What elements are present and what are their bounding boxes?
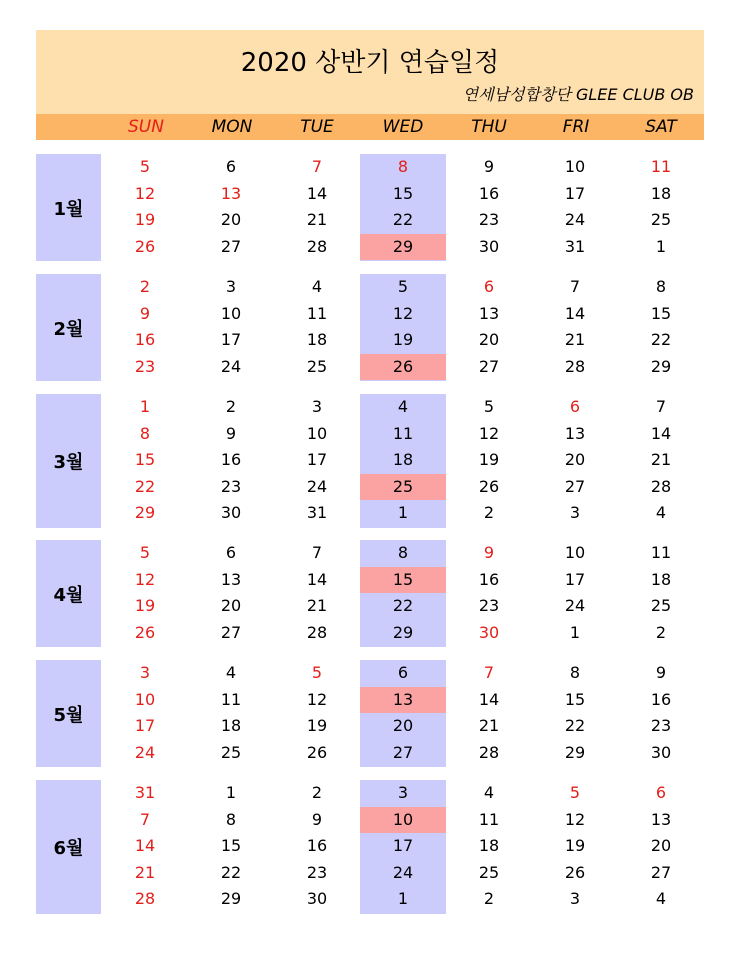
date-cell: 28 (564, 357, 586, 376)
date-cell: 18 (650, 184, 672, 203)
week-row (0, 327, 742, 353)
date-cell: 18 (220, 716, 242, 735)
date-cell: 9 (655, 663, 667, 682)
date-cell: 22 (392, 596, 414, 615)
date-cell: 21 (134, 863, 156, 882)
date-cell: 18 (650, 570, 672, 589)
date-cell: 1 (397, 503, 409, 522)
date-cell: 22 (392, 210, 414, 229)
date-cell: 21 (306, 210, 328, 229)
date-cell: 5 (139, 543, 151, 562)
week-row (0, 301, 742, 327)
date-cell: 11 (650, 157, 672, 176)
weekday-sun: SUN (128, 117, 164, 137)
weekday-thu: THU (471, 117, 507, 137)
date-cell: 23 (650, 716, 672, 735)
week-row (0, 860, 742, 886)
date-cell: 25 (478, 863, 500, 882)
date-cell: 17 (306, 450, 328, 469)
week-row (0, 713, 742, 739)
week-row (0, 833, 742, 859)
date-cell: 14 (650, 424, 672, 443)
date-cell: 17 (564, 570, 586, 589)
date-cell: 3 (569, 889, 581, 908)
date-cell: 3 (225, 277, 237, 296)
date-cell: 10 (134, 690, 156, 709)
date-cell: 20 (220, 596, 242, 615)
week-row (0, 620, 742, 646)
week-row (0, 447, 742, 473)
date-cell: 10 (564, 543, 586, 562)
date-cell: 25 (392, 477, 414, 496)
date-cell: 25 (220, 743, 242, 762)
date-cell: 9 (225, 424, 237, 443)
page-title: 2020 상반기 연습일정 (240, 48, 500, 78)
date-cell: 30 (650, 743, 672, 762)
month-block (0, 540, 742, 647)
date-cell: 3 (397, 783, 409, 802)
month-block (0, 154, 742, 261)
date-cell: 19 (392, 330, 414, 349)
date-cell: 2 (483, 889, 495, 908)
date-cell: 12 (564, 810, 586, 829)
week-row (0, 886, 742, 912)
date-cell: 23 (306, 863, 328, 882)
date-cell: 23 (478, 210, 500, 229)
date-cell: 26 (134, 237, 156, 256)
date-cell: 30 (220, 503, 242, 522)
date-cell: 23 (134, 357, 156, 376)
month-block (0, 274, 742, 381)
date-cell: 31 (134, 783, 156, 802)
week-row (0, 593, 742, 619)
date-cell: 21 (564, 330, 586, 349)
date-cell: 10 (392, 810, 414, 829)
date-cell: 18 (478, 836, 500, 855)
date-cell: 4 (311, 277, 323, 296)
month-block (0, 780, 742, 914)
date-cell: 29 (392, 623, 414, 642)
date-cell: 29 (134, 503, 156, 522)
date-cell: 28 (306, 623, 328, 642)
date-cell: 25 (650, 210, 672, 229)
weekday-sat: SAT (645, 117, 677, 137)
date-cell: 4 (655, 503, 667, 522)
date-cell: 11 (306, 304, 328, 323)
date-cell: 27 (220, 623, 242, 642)
date-cell: 16 (134, 330, 156, 349)
date-cell: 3 (311, 397, 323, 416)
date-cell: 1 (139, 397, 151, 416)
date-cell: 24 (134, 743, 156, 762)
date-cell: 29 (392, 237, 414, 256)
date-cell: 2 (483, 503, 495, 522)
date-cell: 2 (139, 277, 151, 296)
month-label: 2월 (36, 274, 101, 381)
date-cell: 24 (392, 863, 414, 882)
month-label: 1월 (36, 154, 101, 261)
date-cell: 12 (306, 690, 328, 709)
date-cell: 2 (311, 783, 323, 802)
date-cell: 26 (134, 623, 156, 642)
date-cell: 26 (478, 477, 500, 496)
date-cell: 18 (306, 330, 328, 349)
date-cell: 14 (134, 836, 156, 855)
date-cell: 9 (311, 810, 323, 829)
date-cell: 12 (134, 570, 156, 589)
date-cell: 26 (564, 863, 586, 882)
date-cell: 14 (306, 184, 328, 203)
date-cell: 16 (220, 450, 242, 469)
date-cell: 12 (392, 304, 414, 323)
date-cell: 24 (306, 477, 328, 496)
date-cell: 23 (478, 596, 500, 615)
weekday-tue: TUE (300, 117, 334, 137)
date-cell: 24 (564, 596, 586, 615)
month-label: 3월 (36, 394, 101, 528)
date-cell: 7 (569, 277, 581, 296)
date-cell: 4 (483, 783, 495, 802)
date-cell: 11 (392, 424, 414, 443)
date-cell: 22 (134, 477, 156, 496)
date-cell: 27 (564, 477, 586, 496)
date-cell: 31 (306, 503, 328, 522)
date-cell: 5 (139, 157, 151, 176)
date-cell: 15 (392, 570, 414, 589)
date-cell: 1 (225, 783, 237, 802)
date-cell: 11 (220, 690, 242, 709)
date-cell: 1 (655, 237, 667, 256)
calendar-header (36, 30, 704, 114)
date-cell: 15 (650, 304, 672, 323)
date-cell: 22 (220, 863, 242, 882)
week-row (0, 807, 742, 833)
date-cell: 7 (139, 810, 151, 829)
date-cell: 31 (564, 237, 586, 256)
date-cell: 15 (392, 184, 414, 203)
date-cell: 26 (392, 357, 414, 376)
date-cell: 19 (306, 716, 328, 735)
date-cell: 27 (478, 357, 500, 376)
date-cell: 24 (220, 357, 242, 376)
date-cell: 6 (225, 543, 237, 562)
weekday-mon: MON (211, 117, 253, 137)
date-cell: 13 (392, 690, 414, 709)
date-cell: 13 (650, 810, 672, 829)
date-cell: 21 (650, 450, 672, 469)
date-cell: 22 (650, 330, 672, 349)
week-row (0, 474, 742, 500)
date-cell: 4 (397, 397, 409, 416)
date-cell: 22 (564, 716, 586, 735)
date-cell: 3 (139, 663, 151, 682)
date-cell: 17 (564, 184, 586, 203)
date-cell: 17 (220, 330, 242, 349)
date-cell: 29 (220, 889, 242, 908)
date-cell: 11 (650, 543, 672, 562)
date-cell: 12 (478, 424, 500, 443)
date-cell: 15 (564, 690, 586, 709)
date-cell: 7 (311, 543, 323, 562)
date-cell: 26 (306, 743, 328, 762)
weekday-wed: WED (382, 117, 424, 137)
date-cell: 10 (564, 157, 586, 176)
week-row (0, 540, 742, 566)
date-cell: 20 (478, 330, 500, 349)
date-cell: 9 (483, 543, 495, 562)
week-row (0, 687, 742, 713)
date-cell: 13 (478, 304, 500, 323)
week-row (0, 567, 742, 593)
date-cell: 27 (220, 237, 242, 256)
date-cell: 7 (311, 157, 323, 176)
date-cell: 21 (306, 596, 328, 615)
date-cell: 6 (655, 783, 667, 802)
date-cell: 1 (569, 623, 581, 642)
week-row (0, 354, 742, 380)
date-cell: 20 (564, 450, 586, 469)
date-cell: 6 (225, 157, 237, 176)
date-cell: 20 (650, 836, 672, 855)
date-cell: 16 (478, 570, 500, 589)
date-cell: 16 (306, 836, 328, 855)
week-row (0, 234, 742, 260)
month-block (0, 394, 742, 528)
week-row (0, 421, 742, 447)
date-cell: 29 (564, 743, 586, 762)
weekday-fri: FRI (562, 117, 590, 137)
date-cell: 13 (220, 184, 242, 203)
date-cell: 29 (650, 357, 672, 376)
date-cell: 25 (650, 596, 672, 615)
date-cell: 2 (655, 623, 667, 642)
date-cell: 19 (564, 836, 586, 855)
month-label: 6월 (36, 780, 101, 914)
date-cell: 19 (134, 596, 156, 615)
date-cell: 28 (134, 889, 156, 908)
date-cell: 14 (306, 570, 328, 589)
date-cell: 1 (397, 889, 409, 908)
month-label: 4월 (36, 540, 101, 647)
date-cell: 5 (397, 277, 409, 296)
date-cell: 16 (478, 184, 500, 203)
date-cell: 9 (483, 157, 495, 176)
date-cell: 25 (306, 357, 328, 376)
date-cell: 28 (650, 477, 672, 496)
date-cell: 21 (478, 716, 500, 735)
date-cell: 17 (134, 716, 156, 735)
date-cell: 18 (392, 450, 414, 469)
date-cell: 8 (397, 157, 409, 176)
date-cell: 5 (569, 783, 581, 802)
date-cell: 2 (225, 397, 237, 416)
week-row (0, 394, 742, 420)
date-cell: 7 (483, 663, 495, 682)
date-cell: 20 (220, 210, 242, 229)
week-row (0, 740, 742, 766)
date-cell: 19 (134, 210, 156, 229)
weekday-header (36, 114, 704, 140)
month-label: 5월 (36, 660, 101, 767)
date-cell: 24 (564, 210, 586, 229)
date-cell: 23 (220, 477, 242, 496)
date-cell: 10 (220, 304, 242, 323)
date-cell: 30 (306, 889, 328, 908)
date-cell: 12 (134, 184, 156, 203)
date-cell: 9 (139, 304, 151, 323)
date-cell: 30 (478, 237, 500, 256)
date-cell: 20 (392, 716, 414, 735)
week-row (0, 660, 742, 686)
date-cell: 14 (478, 690, 500, 709)
date-cell: 8 (569, 663, 581, 682)
date-cell: 13 (220, 570, 242, 589)
date-cell: 27 (392, 743, 414, 762)
week-row (0, 181, 742, 207)
date-cell: 6 (483, 277, 495, 296)
date-cell: 6 (569, 397, 581, 416)
date-cell: 3 (569, 503, 581, 522)
date-cell: 19 (478, 450, 500, 469)
date-cell: 5 (311, 663, 323, 682)
date-cell: 8 (655, 277, 667, 296)
date-cell: 28 (306, 237, 328, 256)
date-cell: 10 (306, 424, 328, 443)
date-cell: 8 (139, 424, 151, 443)
page-subtitle: 연세남성합창단 GLEE CLUB OB (462, 85, 694, 104)
week-row (0, 207, 742, 233)
date-cell: 15 (220, 836, 242, 855)
date-cell: 5 (483, 397, 495, 416)
date-cell: 4 (225, 663, 237, 682)
date-cell: 4 (655, 889, 667, 908)
date-cell: 7 (655, 397, 667, 416)
week-row (0, 274, 742, 300)
date-cell: 6 (397, 663, 409, 682)
date-cell: 28 (478, 743, 500, 762)
month-block (0, 660, 742, 767)
date-cell: 8 (225, 810, 237, 829)
date-cell: 11 (478, 810, 500, 829)
week-row (0, 154, 742, 180)
date-cell: 16 (650, 690, 672, 709)
date-cell: 8 (397, 543, 409, 562)
date-cell: 15 (134, 450, 156, 469)
date-cell: 27 (650, 863, 672, 882)
week-row (0, 780, 742, 806)
week-row (0, 500, 742, 526)
date-cell: 30 (478, 623, 500, 642)
date-cell: 14 (564, 304, 586, 323)
date-cell: 13 (564, 424, 586, 443)
date-cell: 17 (392, 836, 414, 855)
